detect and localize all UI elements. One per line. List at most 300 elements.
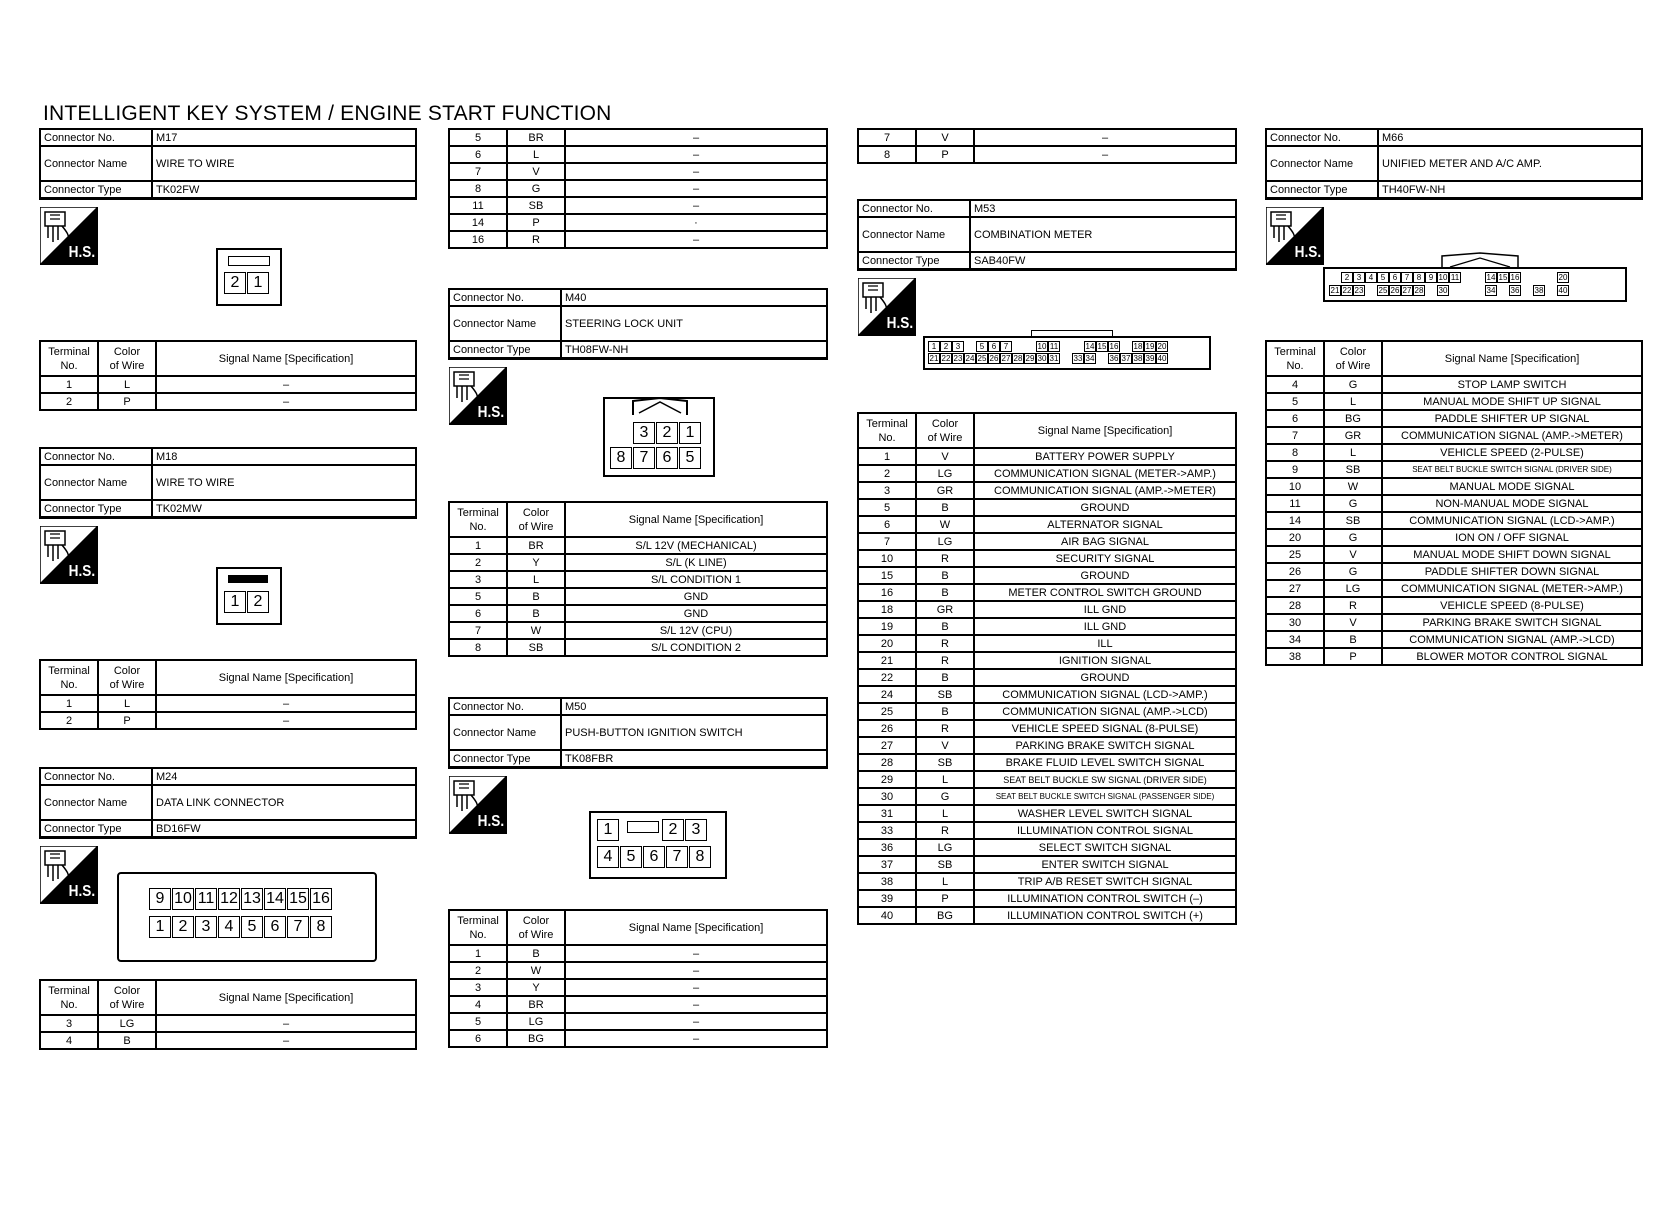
wire-color: LG — [916, 533, 974, 550]
wire-color: L — [916, 771, 974, 788]
table-row — [1266, 529, 1642, 546]
signal-name-header: Signal Name [Specification] — [1382, 341, 1642, 376]
terminal-no: 28 — [858, 754, 916, 771]
wire-color: BG — [1324, 410, 1382, 427]
connector-type-value: BD16FW — [152, 820, 416, 838]
table-row — [858, 873, 1236, 890]
connector-pin: 36 — [1109, 354, 1119, 363]
table-row — [40, 393, 416, 410]
signal-name: COMMUNICATION SIGNAL (AMP.->LCD) — [1382, 631, 1642, 648]
connector-no-label: Connector No. — [40, 768, 152, 785]
wire-color: G — [916, 788, 974, 805]
table-row — [858, 805, 1236, 822]
terminal-no: 5 — [1266, 393, 1324, 410]
connector-name-value: COMBINATION METER — [970, 217, 1236, 252]
connector-pin: 16 — [310, 888, 332, 910]
signal-name: ALTERNATOR SIGNAL — [974, 516, 1236, 533]
table-row — [1266, 614, 1642, 631]
wire-color: V — [1324, 546, 1382, 563]
signal-name: – — [565, 146, 827, 163]
connector-pin — [1120, 341, 1132, 352]
connector-pin: 5 — [976, 341, 988, 352]
wire-color: SB — [916, 754, 974, 771]
signal-name: ILLUMINATION CONTROL SWITCH (–) — [974, 890, 1236, 907]
signal-name: GROUND — [974, 669, 1236, 686]
connector-pin — [1473, 272, 1485, 283]
terminal-no: 7 — [858, 129, 916, 146]
terminal-no: 3 — [858, 482, 916, 499]
signal-name: GND — [565, 588, 827, 605]
wire-color: G — [1324, 563, 1382, 580]
signal-name: ION ON / OFF SIGNAL — [1382, 529, 1642, 546]
wire-color: V — [916, 129, 974, 146]
signal-table-m66 — [1265, 340, 1643, 666]
signal-name: – — [565, 962, 827, 979]
table-row — [449, 1030, 827, 1047]
connector-pin — [1521, 285, 1533, 296]
connector-pin — [1545, 285, 1557, 296]
signal-name: STOP LAMP SWITCH — [1382, 376, 1642, 393]
signal-name: PADDLE SHIFTER DOWN SIGNAL — [1382, 563, 1642, 580]
table-row — [858, 448, 1236, 465]
terminal-no: 11 — [449, 197, 507, 214]
connector-pin: 6 — [1389, 272, 1401, 283]
connector-no-label: Connector No. — [40, 129, 152, 146]
terminal-no: 36 — [858, 839, 916, 856]
table-row — [1266, 444, 1642, 461]
signal-name: GND — [565, 605, 827, 622]
color-of-wire-header: Color of Wire — [1324, 341, 1382, 376]
table-row — [858, 822, 1236, 839]
connector-pin: 38 — [1133, 354, 1143, 363]
connector-pin: 3 — [952, 341, 964, 352]
connector-m17-diagram — [216, 248, 282, 306]
signal-name: – — [974, 146, 1236, 163]
wire-color: LG — [916, 839, 974, 856]
connector-type-label: Connector Type — [858, 252, 970, 270]
connector-pin: 20 — [1157, 342, 1167, 351]
table-row — [858, 550, 1236, 567]
terminal-no: 20 — [858, 635, 916, 652]
connector-type-label: Connector Type — [449, 750, 561, 768]
table-row — [1266, 427, 1642, 444]
connector-pin: 1 — [597, 819, 619, 841]
connector-pin: 22 — [1342, 286, 1352, 295]
connector-latch — [631, 397, 689, 417]
signal-name: COMMUNICATION SIGNAL (LCD->AMP.) — [974, 686, 1236, 703]
connector-pin: 6 — [264, 916, 286, 938]
terminal-no: 30 — [858, 788, 916, 805]
wire-color: SB — [916, 856, 974, 873]
connector-pin: 23 — [1354, 286, 1364, 295]
connector-no-value: M50 — [561, 698, 827, 715]
wire-color: W — [507, 962, 565, 979]
table-row — [858, 686, 1236, 703]
color-of-wire-header: Color of Wire — [98, 660, 156, 695]
signal-name: – — [565, 129, 827, 146]
table-row — [1266, 376, 1642, 393]
connector-m53-info — [857, 199, 1237, 271]
connector-pin: 22 — [941, 354, 951, 363]
connector-m50-info — [448, 697, 828, 769]
connector-pin: 7 — [633, 447, 655, 469]
terminal-no: 25 — [858, 703, 916, 720]
signal-table-m53 — [857, 412, 1237, 925]
wire-color: LG — [916, 465, 974, 482]
wire-color: SB — [916, 686, 974, 703]
table-row — [858, 601, 1236, 618]
connector-pin: 28 — [1414, 286, 1424, 295]
connector-pin: 15 — [1097, 342, 1107, 351]
table-row — [449, 605, 827, 622]
table-row — [1266, 478, 1642, 495]
table-row — [1266, 410, 1642, 427]
wire-color: P — [98, 393, 156, 410]
connector-latch — [228, 575, 268, 583]
wire-color: LG — [98, 1015, 156, 1032]
connector-m18-diagram — [216, 567, 282, 625]
connector-pin: 15 — [287, 888, 309, 910]
pin-row-bottom — [1329, 285, 1569, 296]
table-row — [449, 571, 827, 588]
connector-pin: 8 — [1413, 272, 1425, 283]
color-of-wire-header: Color of Wire — [98, 980, 156, 1015]
wire-color: B — [916, 584, 974, 601]
wire-color: BR — [507, 129, 565, 146]
terminal-no-header: Terminal No. — [40, 660, 98, 695]
terminal-no-header: Terminal No. — [40, 980, 98, 1015]
connector-pin: 5 — [679, 447, 701, 469]
table-row — [449, 639, 827, 656]
terminal-no: 1 — [40, 376, 98, 393]
connector-pin — [1473, 285, 1485, 296]
connector-pin: 26 — [989, 354, 999, 363]
table-row — [449, 163, 827, 180]
signal-name: IGNITION SIGNAL — [974, 652, 1236, 669]
signal-name: – — [565, 197, 827, 214]
signal-table-m40-continued — [448, 128, 828, 249]
connector-m66-diagram — [1323, 267, 1627, 302]
signal-name: – — [565, 1013, 827, 1030]
terminal-no: 3 — [449, 571, 507, 588]
terminal-no: 34 — [1266, 631, 1324, 648]
connector-pin — [964, 341, 976, 352]
connector-no-label: Connector No. — [449, 289, 561, 306]
connector-name-label: Connector Name — [1266, 146, 1378, 181]
terminal-no: 30 — [1266, 614, 1324, 631]
connector-pin: 16 — [1510, 273, 1520, 282]
harness-side-label: H.S. — [477, 404, 504, 421]
table-row — [858, 771, 1236, 788]
signal-name: COMMUNICATION SIGNAL (AMP.->METER) — [1382, 427, 1642, 444]
connector-name-value: WIRE TO WIRE — [152, 465, 416, 500]
terminal-no: 31 — [858, 805, 916, 822]
terminal-no: 18 — [858, 601, 916, 618]
wire-color: B — [916, 567, 974, 584]
terminal-no: 28 — [1266, 597, 1324, 614]
connector-type-value: TK02FW — [152, 181, 416, 199]
terminal-no: 2 — [858, 465, 916, 482]
terminal-no: 14 — [449, 214, 507, 231]
pin-row-top — [928, 341, 1168, 352]
terminal-no: 37 — [858, 856, 916, 873]
connector-pin — [1497, 285, 1509, 296]
connector-m50-diagram — [589, 811, 727, 879]
signal-table-m17 — [39, 340, 417, 411]
connector-pin: 25 — [1378, 286, 1388, 295]
connector-pin: 6 — [988, 341, 1000, 352]
connector-name-label: Connector Name — [449, 306, 561, 341]
signal-name: PARKING BRAKE SWITCH SIGNAL — [974, 737, 1236, 754]
wire-color: SB — [1324, 512, 1382, 529]
terminal-no: 21 — [858, 652, 916, 669]
connector-pin: 11 — [1450, 273, 1460, 282]
connector-type-label: Connector Type — [40, 500, 152, 518]
signal-table-m50 — [448, 909, 828, 1048]
connector-m66-info — [1265, 128, 1643, 200]
connector-type-label: Connector Type — [1266, 181, 1378, 199]
connector-type-value: SAB40FW — [970, 252, 1236, 270]
table-row — [858, 129, 1236, 146]
signal-name: COMMUNICATION SIGNAL (AMP.->LCD) — [974, 703, 1236, 720]
wire-color: G — [1324, 495, 1382, 512]
connector-pin: 2 — [1341, 272, 1353, 283]
terminal-no: 9 — [1266, 461, 1324, 478]
connector-pin: 23 — [953, 354, 963, 363]
color-of-wire-header: Color of Wire — [507, 502, 565, 537]
connector-m24-info — [39, 767, 417, 839]
wire-color: LG — [1324, 580, 1382, 597]
terminal-no: 7 — [1266, 427, 1324, 444]
signal-name: ILL GND — [974, 601, 1236, 618]
connector-pin: 27 — [1001, 354, 1011, 363]
wire-color: R — [916, 720, 974, 737]
connector-pin: 7 — [666, 846, 688, 868]
wire-color: V — [916, 448, 974, 465]
signal-name: – — [974, 129, 1236, 146]
table-row — [1266, 393, 1642, 410]
connector-pin: 28 — [1013, 354, 1023, 363]
connector-name-value: PUSH-BUTTON IGNITION SWITCH — [561, 715, 827, 750]
wire-color: B — [507, 605, 565, 622]
wire-color: Y — [507, 554, 565, 571]
wire-color: W — [916, 516, 974, 533]
terminal-no: 4 — [1266, 376, 1324, 393]
terminal-no: 6 — [858, 516, 916, 533]
connector-no-label: Connector No. — [40, 448, 152, 465]
terminal-no: 1 — [40, 695, 98, 712]
connector-pin: 33 — [1073, 354, 1083, 363]
terminal-no: 2 — [40, 712, 98, 729]
table-row — [858, 533, 1236, 550]
table-row — [1266, 648, 1642, 665]
connector-type-label: Connector Type — [40, 820, 152, 838]
terminal-no: 8 — [449, 180, 507, 197]
signal-name: COMMUNICATION SIGNAL (LCD->AMP.) — [1382, 512, 1642, 529]
connector-pin: 1 — [247, 272, 269, 294]
connector-pin: 20 — [1558, 273, 1568, 282]
connector-pin: 27 — [1402, 286, 1412, 295]
signal-name: PARKING BRAKE SWITCH SIGNAL — [1382, 614, 1642, 631]
signal-name: PADDLE SHIFTER UP SIGNAL — [1382, 410, 1642, 427]
table-row — [858, 890, 1236, 907]
terminal-no: 2 — [449, 962, 507, 979]
wire-color: G — [507, 180, 565, 197]
table-row — [40, 712, 416, 729]
terminal-no: 25 — [1266, 546, 1324, 563]
connector-pin: 1 — [149, 916, 171, 938]
wire-color: V — [916, 737, 974, 754]
connector-pin: 14 — [264, 888, 286, 910]
wire-color: SB — [1324, 461, 1382, 478]
connector-pin — [1533, 272, 1545, 283]
connector-pin — [1365, 285, 1377, 296]
wire-color: P — [1324, 648, 1382, 665]
signal-name: VEHICLE SPEED (2-PULSE) — [1382, 444, 1642, 461]
terminal-no-header: Terminal No. — [40, 341, 98, 376]
signal-name: SEAT BELT BUCKLE SWITCH SIGNAL (DRIVER SIDE) — [1382, 461, 1642, 478]
signal-name: – — [156, 393, 416, 410]
connector-pin: 36 — [1510, 286, 1520, 295]
terminal-no-header: Terminal No. — [449, 910, 507, 945]
connector-pin: 2 — [656, 422, 678, 444]
table-row — [858, 703, 1236, 720]
connector-pin: 14 — [1486, 273, 1496, 282]
wire-color: BG — [507, 1030, 565, 1047]
signal-name: – — [156, 1032, 416, 1049]
table-row — [858, 754, 1236, 771]
wire-color: BR — [507, 537, 565, 554]
signal-name: BRAKE FLUID LEVEL SWITCH SIGNAL — [974, 754, 1236, 771]
wire-color: G — [1324, 376, 1382, 393]
pin-row-top — [633, 422, 702, 444]
connector-pin: 4 — [1365, 272, 1377, 283]
table-row — [858, 907, 1236, 924]
terminal-no: 8 — [449, 639, 507, 656]
table-row — [449, 146, 827, 163]
connector-pin: 9 — [1425, 272, 1437, 283]
terminal-no: 39 — [858, 890, 916, 907]
signal-name: VEHICLE SPEED SIGNAL (8-PULSE) — [974, 720, 1236, 737]
signal-name: ILL — [974, 635, 1236, 652]
terminal-no: 3 — [40, 1015, 98, 1032]
connector-no-value: M53 — [970, 200, 1236, 217]
signal-name: ENTER SWITCH SIGNAL — [974, 856, 1236, 873]
terminal-no: 7 — [449, 163, 507, 180]
terminal-no: 1 — [449, 945, 507, 962]
connector-pin: 7 — [287, 916, 309, 938]
signal-name: · — [565, 214, 827, 231]
connector-pin: 21 — [929, 354, 939, 363]
signal-name: S/L CONDITION 1 — [565, 571, 827, 588]
color-of-wire-header: Color of Wire — [507, 910, 565, 945]
connector-pin: 18 — [1133, 342, 1143, 351]
signal-name: S/L 12V (MECHANICAL) — [565, 537, 827, 554]
table-row — [449, 231, 827, 248]
connector-name-label: Connector Name — [449, 715, 561, 750]
terminal-no: 29 — [858, 771, 916, 788]
connector-pin: 3 — [1353, 272, 1365, 283]
connector-pin: 8 — [310, 916, 332, 938]
table-row — [449, 214, 827, 231]
connector-name-value: WIRE TO WIRE — [152, 146, 416, 181]
terminal-no: 38 — [1266, 648, 1324, 665]
connector-pin: 13 — [241, 888, 263, 910]
signal-table-m40 — [448, 501, 828, 657]
signal-name: NON-MANUAL MODE SIGNAL — [1382, 495, 1642, 512]
connector-pin: 1 — [224, 591, 246, 613]
connector-m17-info — [39, 128, 417, 200]
harness-side-label: H.S. — [886, 315, 913, 332]
connector-pin: 2 — [172, 916, 194, 938]
wire-color: G — [1324, 529, 1382, 546]
wire-color: B — [507, 945, 565, 962]
connector-type-value: TK02MW — [152, 500, 416, 518]
terminal-no-header: Terminal No. — [858, 413, 916, 448]
connector-pin: 2 — [224, 272, 246, 294]
connector-pin: 8 — [610, 447, 632, 469]
connector-pin: 29 — [1025, 354, 1035, 363]
pin-row-top — [1329, 272, 1569, 283]
terminal-no: 5 — [449, 129, 507, 146]
wire-color: R — [916, 635, 974, 652]
connector-pin — [1449, 285, 1461, 296]
signal-name: ILLUMINATION CONTROL SIGNAL — [974, 822, 1236, 839]
terminal-no: 1 — [858, 448, 916, 465]
signal-name-header: Signal Name [Specification] — [156, 341, 416, 376]
signal-name: SECURITY SIGNAL — [974, 550, 1236, 567]
table-row — [449, 588, 827, 605]
color-of-wire-header: Color of Wire — [98, 341, 156, 376]
connector-pin — [1060, 353, 1072, 364]
wire-color: L — [507, 571, 565, 588]
connector-pin: 4 — [597, 846, 619, 868]
terminal-no: 8 — [1266, 444, 1324, 461]
wire-color: R — [1324, 597, 1382, 614]
terminal-no: 3 — [449, 979, 507, 996]
connector-pin: 40 — [1157, 354, 1167, 363]
wire-color: V — [507, 163, 565, 180]
pin-row-bottom — [597, 846, 712, 868]
terminal-no: 33 — [858, 822, 916, 839]
connector-pin: 4 — [218, 916, 240, 938]
connector-pin: 30 — [1037, 354, 1047, 363]
table-row — [858, 788, 1236, 805]
wire-color: V — [1324, 614, 1382, 631]
connector-pin: 30 — [1438, 286, 1448, 295]
wire-color: L — [507, 146, 565, 163]
connector-pin: 6 — [656, 447, 678, 469]
connector-no-value: M17 — [152, 129, 416, 146]
wire-color: BR — [507, 996, 565, 1013]
signal-name: – — [565, 180, 827, 197]
wire-color: P — [916, 890, 974, 907]
table-row — [1266, 495, 1642, 512]
signal-name: BATTERY POWER SUPPLY — [974, 448, 1236, 465]
connector-pin — [1072, 341, 1084, 352]
terminal-no: 1 — [449, 537, 507, 554]
terminal-no: 6 — [449, 146, 507, 163]
signal-name-header: Signal Name [Specification] — [565, 502, 827, 537]
terminal-no: 10 — [1266, 478, 1324, 495]
signal-name: BLOWER MOTOR CONTROL SIGNAL — [1382, 648, 1642, 665]
signal-name: WASHER LEVEL SWITCH SIGNAL — [974, 805, 1236, 822]
table-row — [1266, 546, 1642, 563]
connector-pin: 11 — [195, 888, 217, 910]
connector-type-label: Connector Type — [449, 341, 561, 359]
connector-pin: 37 — [1121, 354, 1131, 363]
connector-no-label: Connector No. — [449, 698, 561, 715]
